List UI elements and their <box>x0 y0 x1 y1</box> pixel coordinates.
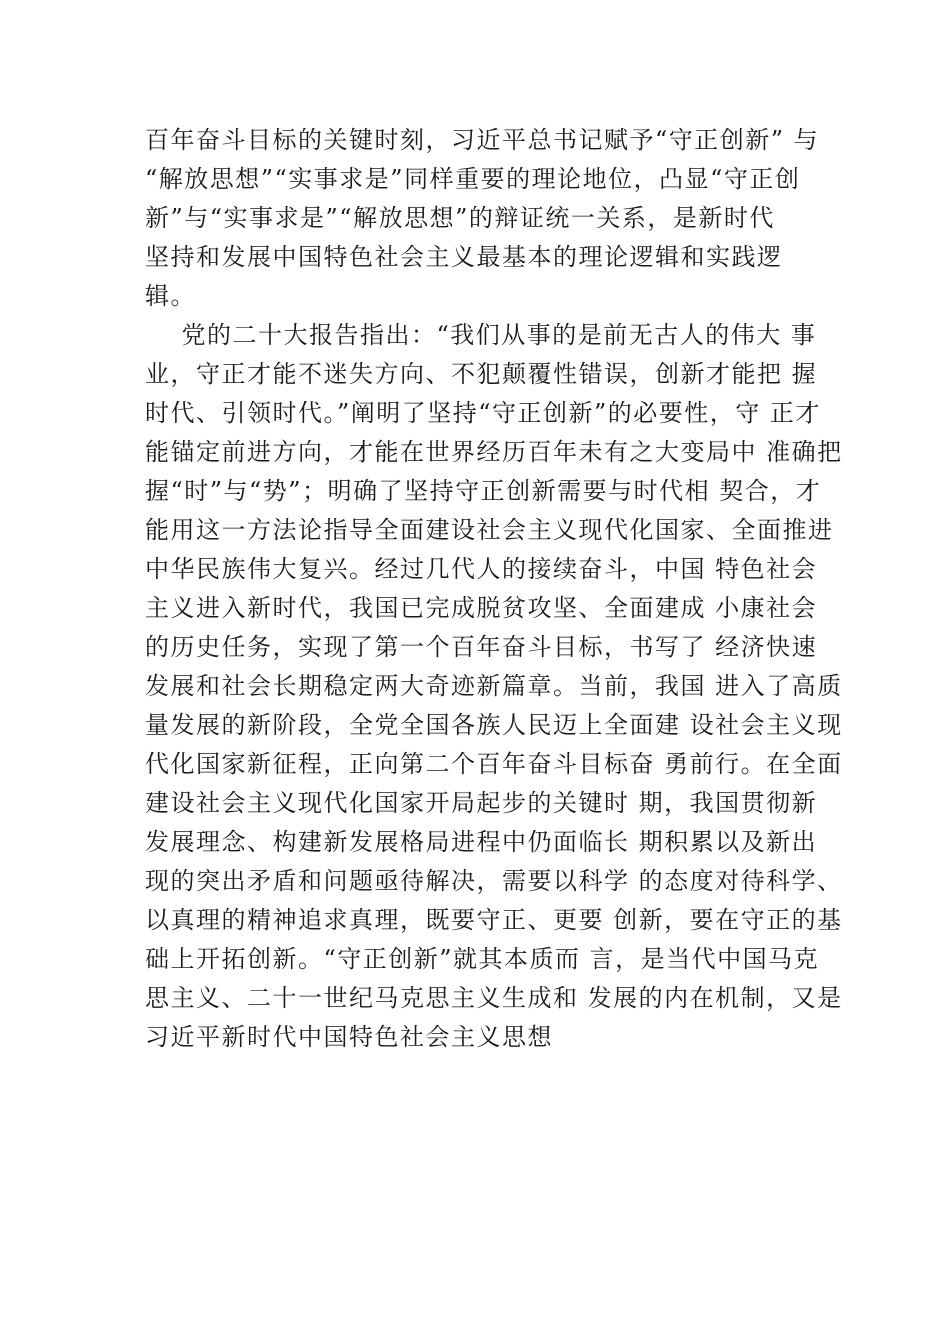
text-line: “解放思想”“实事求是”同样重要的理论地位，凸显“守正创 <box>145 165 801 193</box>
text-line: 坚持和发展中国特色社会主义最基本的理论逻辑和实践逻 <box>145 243 783 271</box>
text-line: 习近平新时代中国特色社会主义思想 <box>145 1023 553 1051</box>
text-line: 的历史任务，实现了第一个百年奋斗目标，书写了 经济快速 <box>145 633 818 661</box>
text-line: 主义进入新时代，我国已完成脱贫攻坚、全面建成 小康社会 <box>145 594 818 622</box>
text-line: 发展和社会长期稳定两大奇迹新篇章。当前，我国 进入了高质 <box>145 672 843 700</box>
text-line: 发展理念、构建新发展格局进程中仍面临长 期积累以及新出 <box>145 828 818 856</box>
text-line: 能用这一方法论指导全面建设社会主义现代化国家、全面推进 <box>145 516 834 544</box>
text-line: 中华民族伟大复兴。经过几代人的接续奋斗，中国 特色社会 <box>145 555 818 583</box>
text-line: 现的突出矛盾和问题亟待解决，需要以科学 的态度对待科学、 <box>145 867 843 895</box>
text-line: 时代、引领时代。”阐明了坚持“守正创新”的必要性，守 正才 <box>145 399 821 427</box>
text-line: 思主义、二十一世纪马克思主义生成和 发展的内在机制，又是 <box>145 984 843 1012</box>
text-line: 新”与“实事求是”“解放思想”的辩证统一关系，是新时代 <box>145 204 775 232</box>
text-line: 础上开拓创新。“守正创新”就其本质而 言，是当代中国马克 <box>145 945 820 973</box>
text-line: 建设社会主义现代化国家开局起步的关键时 期，我国贯彻新 <box>145 789 818 817</box>
text-line: 握“时”与“势”；明确了坚持守正创新需要与时代相 契合，才 <box>145 477 822 505</box>
text-line: 代化国家新征程，正向第二个百年奋斗目标奋 勇前行。在全面 <box>145 750 843 778</box>
body-text <box>145 121 845 1057</box>
text-line: 辑。 <box>145 282 196 310</box>
text-line: 百年奋斗目标的关键时刻，习近平总书记赋予“守正创新” 与 <box>145 126 820 154</box>
paragraph-start-line: 党的二十大报告指出：“我们从事的是前无古人的伟大 事 <box>145 321 817 349</box>
text-line: 业，守正才能不迷失方向、不犯颠覆性错误，创新才能把 握 <box>145 360 818 388</box>
text-line: 能锚定前进方向，才能在世界经历百年未有之大变局中 准确把 <box>145 438 843 466</box>
text-line: 量发展的新阶段，全党全国各族人民迈上全面建 设社会主义现 <box>145 711 843 739</box>
text-line: 以真理的精神追求真理，既要守正、更要 创新，要在守正的基 <box>145 906 843 934</box>
